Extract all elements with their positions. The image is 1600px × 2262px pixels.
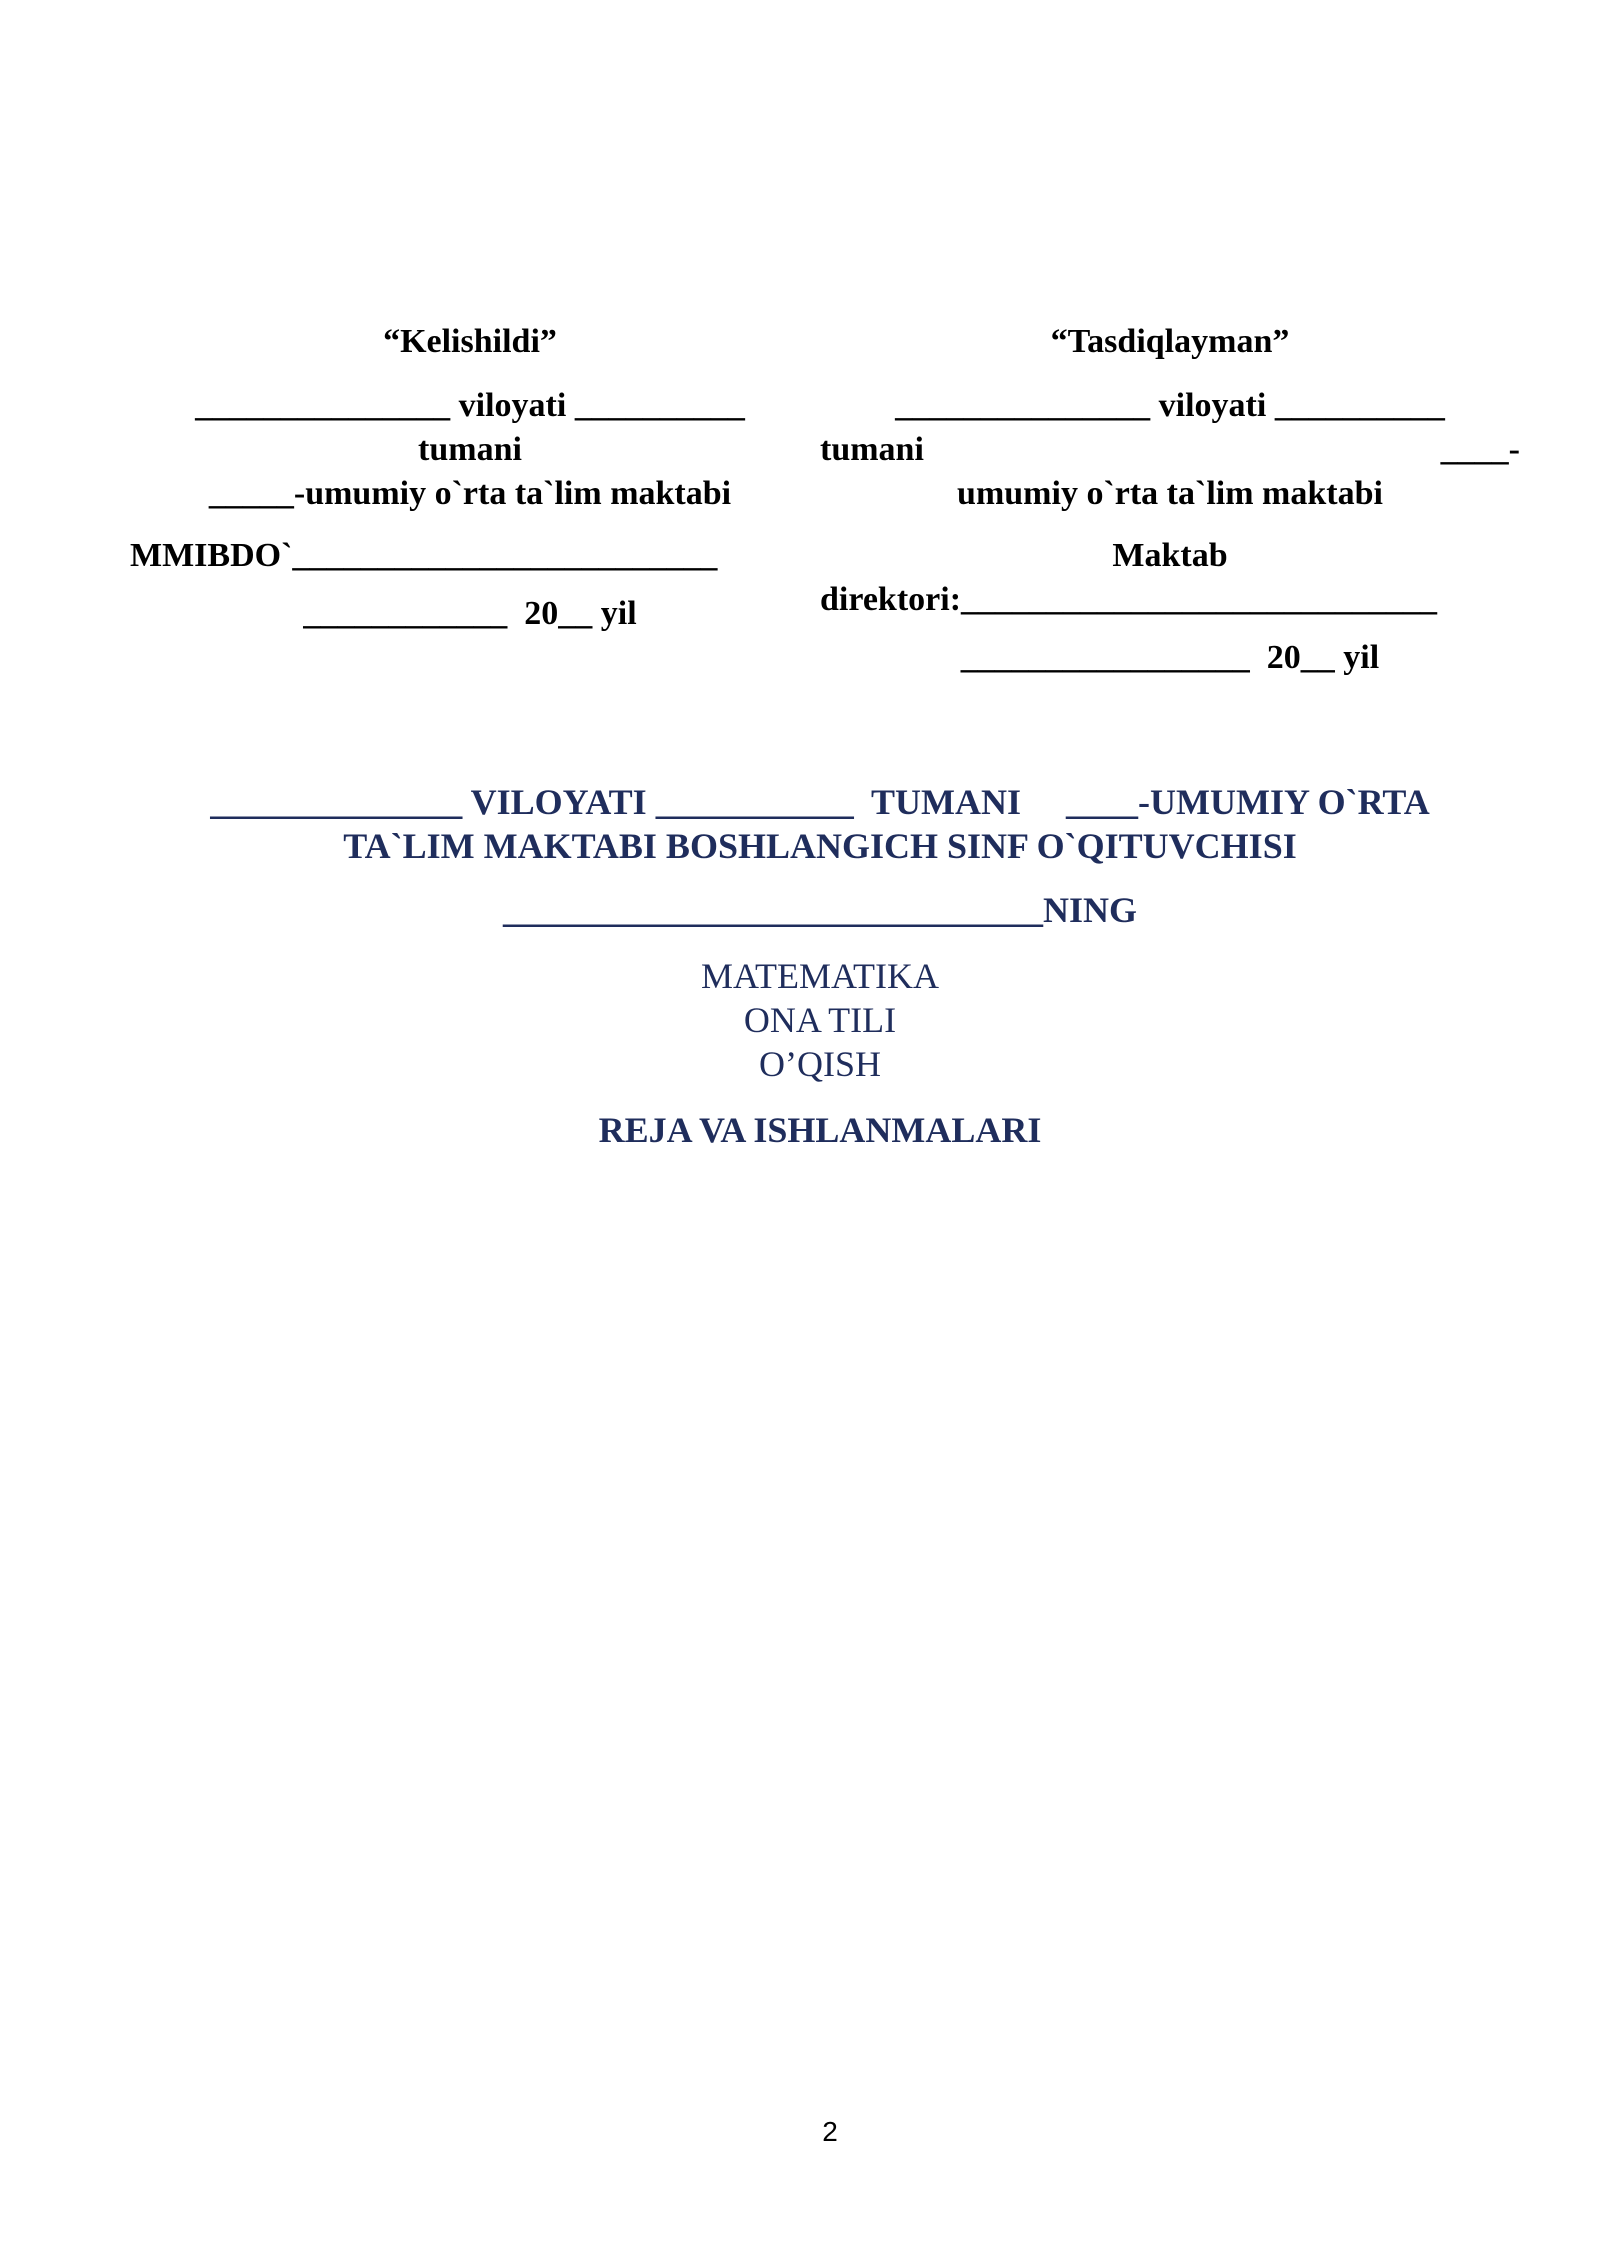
approval-left-region-line: _______________ viloyati __________ <box>195 387 745 424</box>
approval-left-district-line: tumani <box>418 431 522 468</box>
approval-right-heading: “Tasdiqlayman” <box>1050 323 1290 360</box>
approval-right-block <box>820 320 1520 680</box>
title-line-school: TA`LIM MAKTABI BOSHLANGICH SINF O`QITUVCHISI <box>343 826 1297 866</box>
page-number: 2 <box>822 2116 838 2147</box>
title-line-teacher-name: ______________________________NING <box>502 890 1137 930</box>
subject-item: O’QISH <box>759 1044 881 1084</box>
plan-title: REJA VA ISHLANMALARI <box>598 1110 1042 1150</box>
approval-right-district-label: tumani <box>820 431 924 468</box>
subjects-list <box>140 954 1500 1086</box>
approval-left-signature-line: MMIBDO`_________________________ <box>130 537 718 574</box>
approval-right-region-line: _______________ viloyati __________ <box>895 387 1445 424</box>
approval-right-director-label: Maktab <box>1112 537 1228 574</box>
approval-left-school-line: _____-umumiy o`rta ta`lim maktabi <box>208 475 732 512</box>
approval-right-district-line <box>820 428 1520 472</box>
approval-right-date-line: _________________ 20__ yil <box>960 639 1380 676</box>
subject-item: ONA TILI <box>743 1000 897 1040</box>
approval-left-heading: “Kelishildi” <box>383 323 557 360</box>
subject-item: MATEMATIKA <box>701 956 939 996</box>
approval-left-date-line: ____________ 20__ yil <box>303 595 637 632</box>
approval-right-signature-line: direktori:____________________________ <box>820 581 1438 618</box>
title-line-region: ______________ VILOYATI ___________ TUMANI ____-UMUMIY O`RTA <box>210 782 1430 822</box>
approval-right-school-line: umumiy o`rta ta`lim maktabi <box>957 475 1383 512</box>
approval-right-school-number-blank: ____- <box>1440 431 1520 468</box>
document-title <box>140 780 1500 932</box>
approval-left-block <box>130 320 810 636</box>
